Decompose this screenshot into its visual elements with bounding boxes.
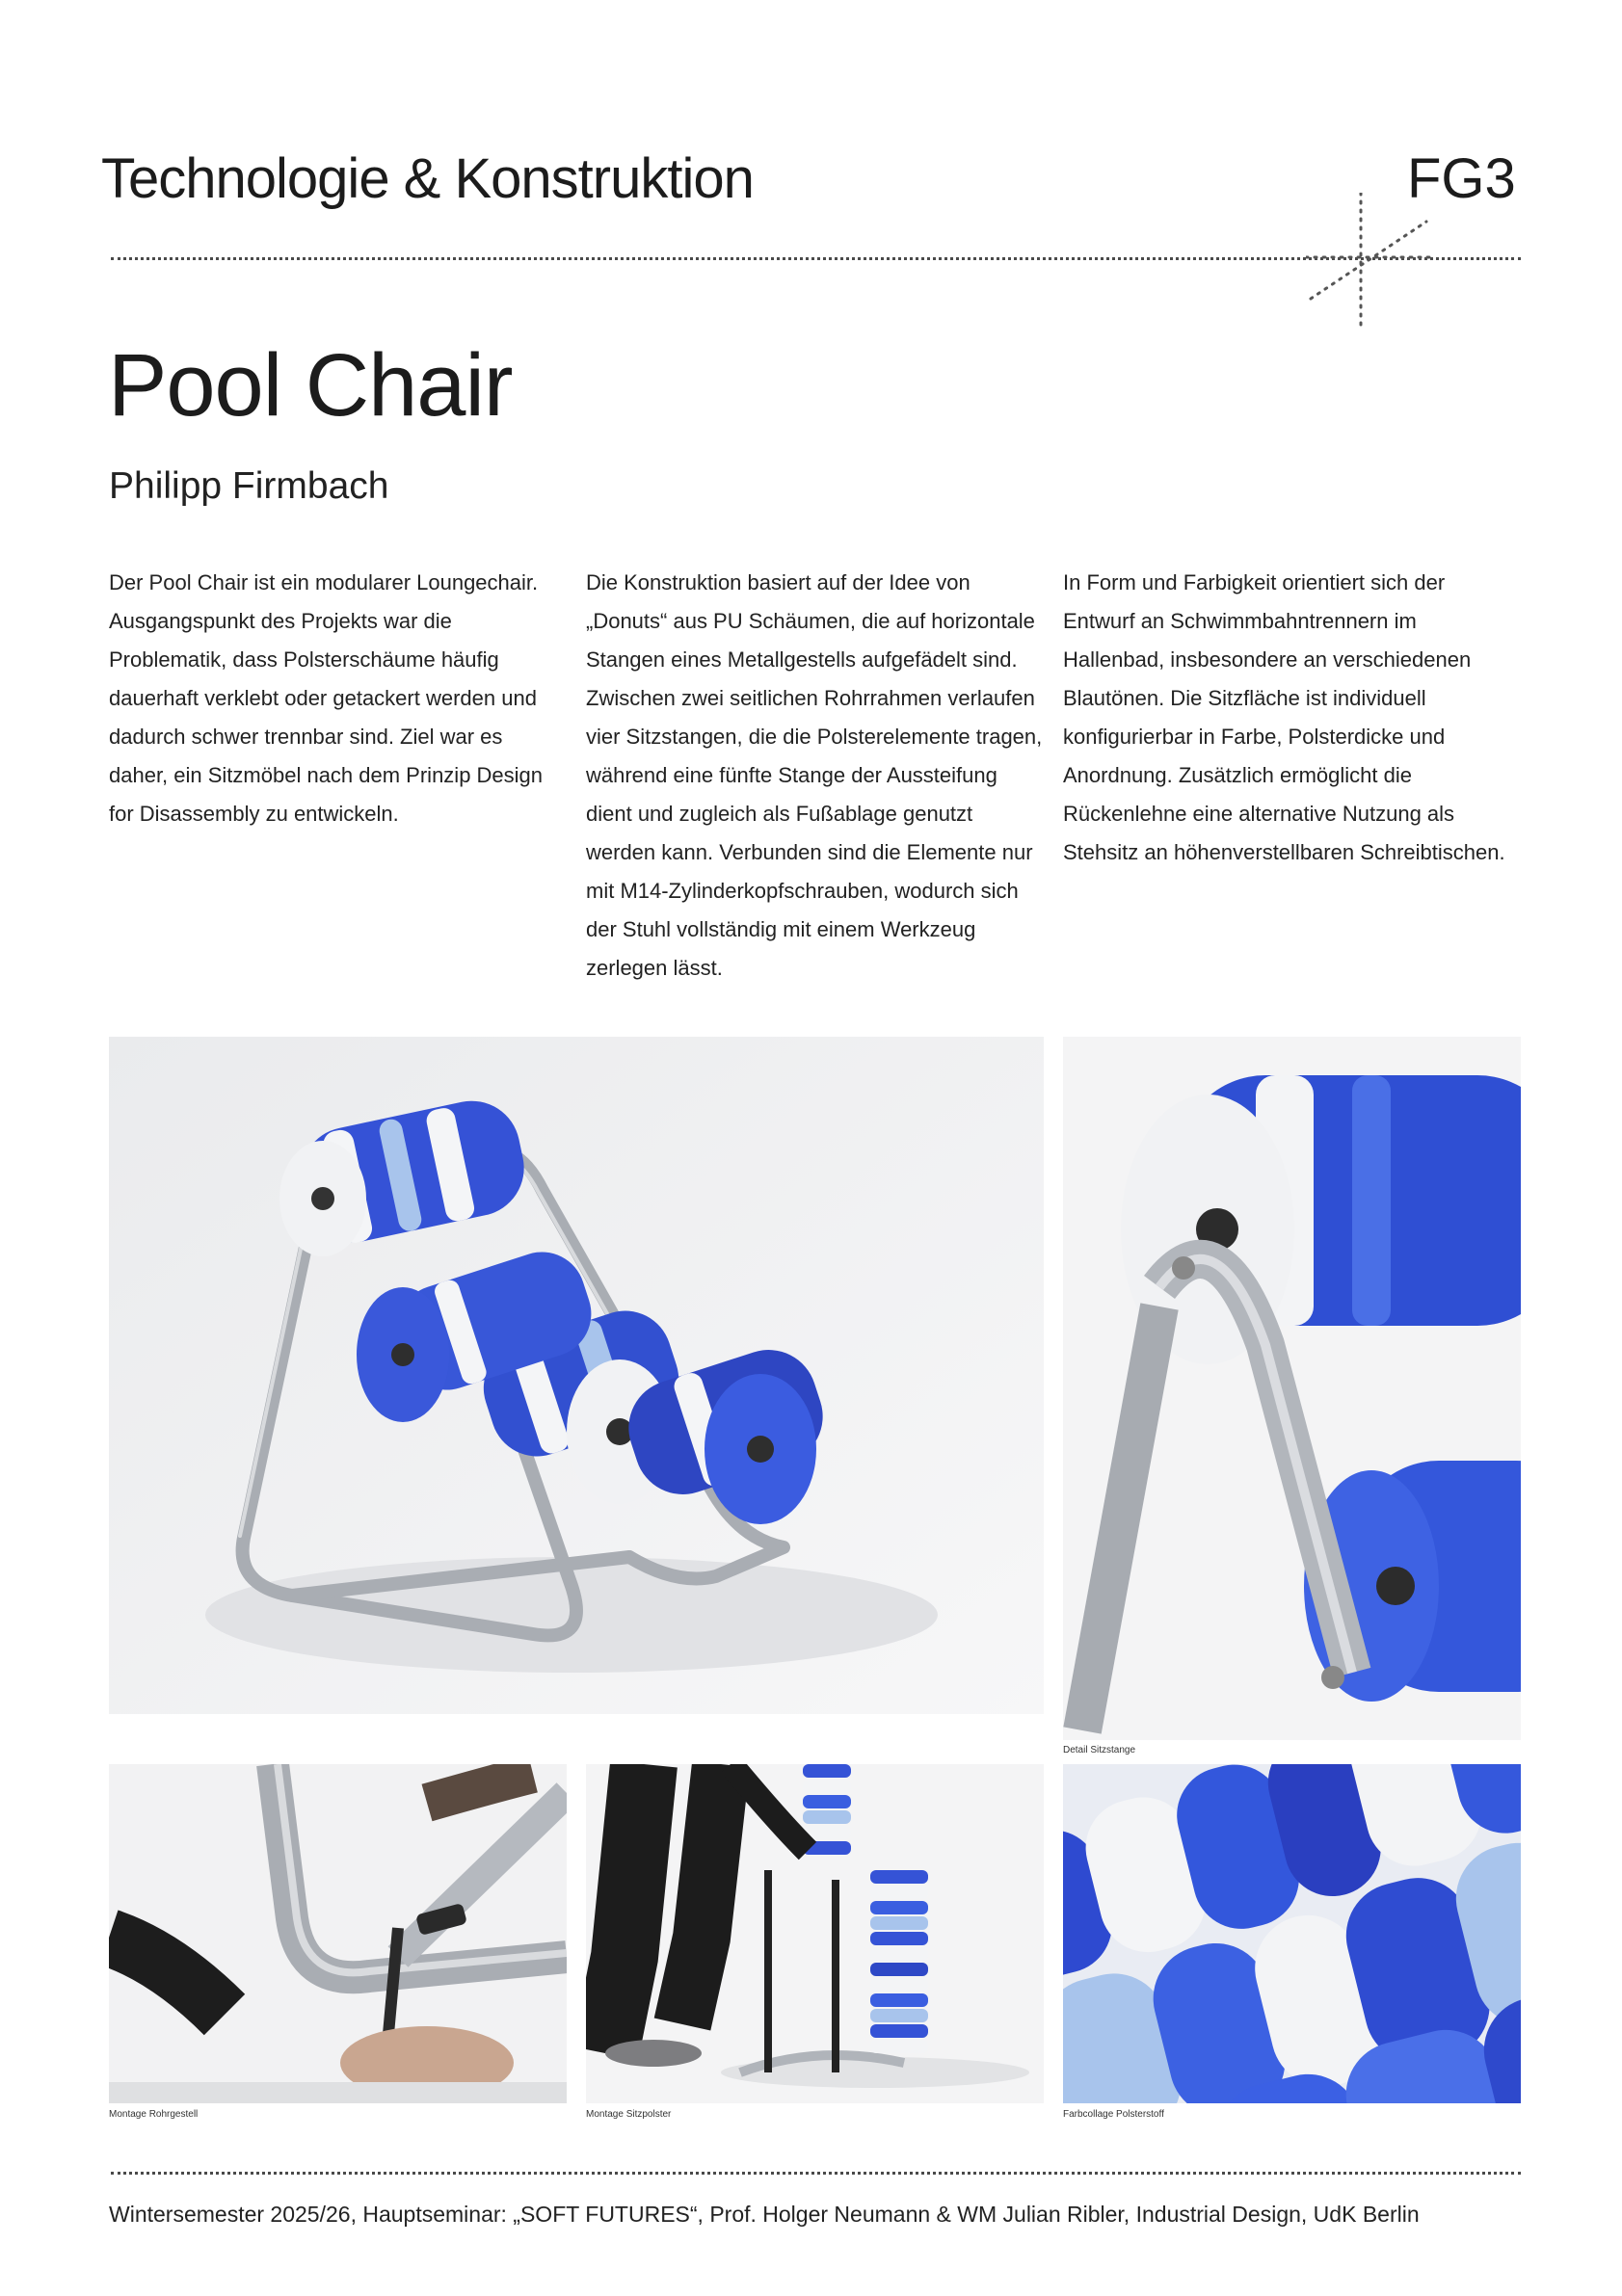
footer-credits: Wintersemester 2025/26, Hauptseminar: „SOFT FUTURES“, Prof. Holger Neumann & WM Julian Ribler, Industrial Design, UdK Berlin [109, 2202, 1420, 2227]
dotted-star-icon [1306, 193, 1431, 328]
section-title: Technologie & Konstruktion [101, 147, 754, 210]
caption-montage-frame: Montage Rohrgestell [109, 2109, 199, 2120]
photo-montage-cushion [586, 1764, 1044, 2103]
photo-montage-frame [109, 1764, 567, 2103]
page-title: Pool Chair [108, 336, 513, 435]
section-code: FG3 [1407, 147, 1516, 210]
author-name: Philipp Firmbach [109, 465, 389, 507]
caption-detail: Detail Sitzstange [1063, 1745, 1136, 1755]
text-column-3: In Form und Farbigkeit orientiert sich der Entwurf an Schwimmbahntrennern im Hallenbad, insbesondere an verschiedenen Blautönen. Die Sitzfläche ist individuell konfigurierbar in Farbe, Polsterdicke und Anordnung. Zusätzlich ermöglicht die Rückenlehne eine alternative Nutzung als Stehsitz an höhenverstellbaren Schreibtischen. [1063, 570, 1505, 864]
photo-detail-seat-bar [1063, 1037, 1521, 1740]
bottom-divider [111, 2172, 1521, 2175]
text-column-1: Der Pool Chair ist ein modularer Loungechair. Ausgangspunkt des Projekts war die Problematik, dass Polsterschäume häufig dauerhaft verklebt oder getackert werden und dadurch schwer trennbar sind. Ziel war es daher, ein Sitzmöbel nach dem Prinzip Design for Disassembly zu entwickeln. [109, 570, 544, 826]
caption-montage-cushion: Montage Sitzpolster [586, 2109, 672, 2120]
caption-color-collage: Farbcollage Polsterstoff [1063, 2109, 1164, 2120]
text-column-2: Die Konstruktion basiert auf der Idee von „Donuts“ aus PU Schäumen, die auf horizontale Stangen eines Metallgestells aufgefädelt sind. Zwischen zwei seitlichen Rohrrahmen verlaufen vier Sitzstangen, die die Polsterelemente tragen, während eine fünfte Stange der Aussteifung dient und zugleich als Fußablage genutzt werden kann. Verbunden sind die Elemente nur mit M14-Zylinderkopfschrauben, wodurch sich der Stuhl vollständig mit einem Werkzeug zerlegen lässt. [586, 570, 1043, 980]
photo-color-collage [1063, 1764, 1521, 2103]
photo-chair-overview [109, 1037, 1044, 1714]
